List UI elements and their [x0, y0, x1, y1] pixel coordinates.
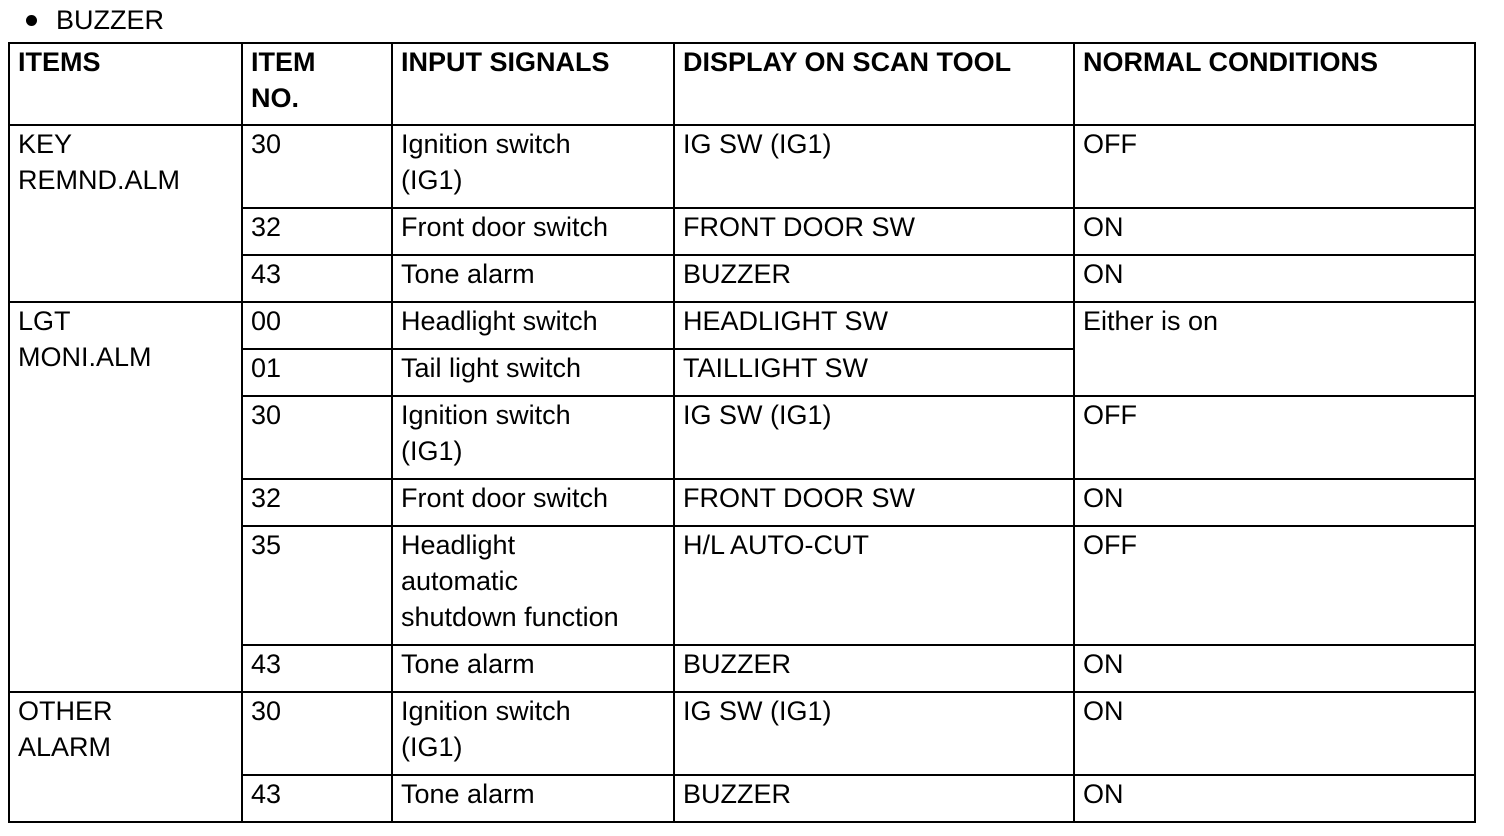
item-no-cell: 30: [242, 125, 392, 208]
header-display-on-scan-tool: DISPLAY ON SCAN TOOL: [674, 43, 1074, 125]
normal-condition-cell: ON: [1074, 255, 1475, 302]
input-signal-cell: Tone alarm: [392, 775, 674, 822]
header-input-signals: INPUT SIGNALS: [392, 43, 674, 125]
input-signal-cell: [392, 526, 674, 645]
signal-line: (IG1): [401, 732, 463, 762]
item-line: KEY: [18, 129, 73, 159]
input-signal-cell: Tone alarm: [392, 255, 674, 302]
signal-line: (IG1): [401, 165, 463, 195]
item-line: LGT: [18, 306, 71, 336]
signal-line: Headlight: [401, 530, 516, 560]
item-line: REMND.ALM: [18, 165, 181, 195]
item-cell: [9, 692, 242, 822]
display-cell: TAILLIGHT SW: [674, 349, 1074, 396]
signal-line: Ignition switch: [401, 696, 571, 726]
signal-line: Ignition switch: [401, 400, 571, 430]
item-no-cell: 01: [242, 349, 392, 396]
header-item-no: [242, 43, 392, 125]
normal-condition-cell: Either is on: [1074, 302, 1475, 396]
item-line: OTHER: [18, 696, 113, 726]
display-cell: FRONT DOOR SW: [674, 479, 1074, 526]
input-signal-cell: [392, 125, 674, 208]
normal-condition-cell: ON: [1074, 692, 1475, 775]
normal-condition-cell: OFF: [1074, 396, 1475, 479]
input-signal-cell: Headlight switch: [392, 302, 674, 349]
item-no-cell: 30: [242, 396, 392, 479]
bullet-icon: [26, 15, 37, 26]
normal-condition-cell: ON: [1074, 208, 1475, 255]
normal-condition-cell: ON: [1074, 775, 1475, 822]
item-no-cell: 43: [242, 775, 392, 822]
header-item-no-line1: ITEM: [251, 47, 316, 77]
display-cell: BUZZER: [674, 645, 1074, 692]
signal-line: shutdown function: [401, 602, 619, 632]
normal-condition-cell: ON: [1074, 479, 1475, 526]
item-no-cell: 00: [242, 302, 392, 349]
section-title: BUZZER: [56, 4, 164, 35]
header-normal-conditions: NORMAL CONDITIONS: [1074, 43, 1475, 125]
header-row: [9, 43, 1475, 125]
display-cell: IG SW (IG1): [674, 125, 1074, 208]
signal-line: Ignition switch: [401, 129, 571, 159]
item-cell: [9, 125, 242, 302]
display-cell: BUZZER: [674, 775, 1074, 822]
input-signal-cell: [392, 396, 674, 479]
display-cell: FRONT DOOR SW: [674, 208, 1074, 255]
buzzer-data-table: [8, 42, 1476, 823]
input-signal-cell: [392, 692, 674, 775]
section-heading: [26, 2, 164, 38]
item-no-cell: 30: [242, 692, 392, 775]
display-cell: BUZZER: [674, 255, 1074, 302]
item-no-cell: 43: [242, 645, 392, 692]
item-cell: [9, 302, 242, 692]
item-no-cell: 43: [242, 255, 392, 302]
normal-condition-cell: ON: [1074, 645, 1475, 692]
item-no-cell: 32: [242, 208, 392, 255]
header-item-no-line2: NO.: [251, 83, 300, 113]
item-no-cell: 32: [242, 479, 392, 526]
signal-line: (IG1): [401, 436, 463, 466]
display-cell: HEADLIGHT SW: [674, 302, 1074, 349]
signal-line: automatic: [401, 566, 519, 596]
display-cell: IG SW (IG1): [674, 692, 1074, 775]
item-line: MONI.ALM: [18, 342, 152, 372]
input-signal-cell: Front door switch: [392, 208, 674, 255]
input-signal-cell: Tone alarm: [392, 645, 674, 692]
table-row: [9, 302, 1475, 349]
normal-condition-cell: OFF: [1074, 526, 1475, 645]
header-items: ITEMS: [9, 43, 242, 125]
table-row: [9, 692, 1475, 775]
normal-condition-cell: OFF: [1074, 125, 1475, 208]
table-row: [9, 125, 1475, 208]
item-line: ALARM: [18, 732, 112, 762]
input-signal-cell: Tail light switch: [392, 349, 674, 396]
item-no-cell: 35: [242, 526, 392, 645]
input-signal-cell: Front door switch: [392, 479, 674, 526]
display-cell: IG SW (IG1): [674, 396, 1074, 479]
display-cell: H/L AUTO-CUT: [674, 526, 1074, 645]
